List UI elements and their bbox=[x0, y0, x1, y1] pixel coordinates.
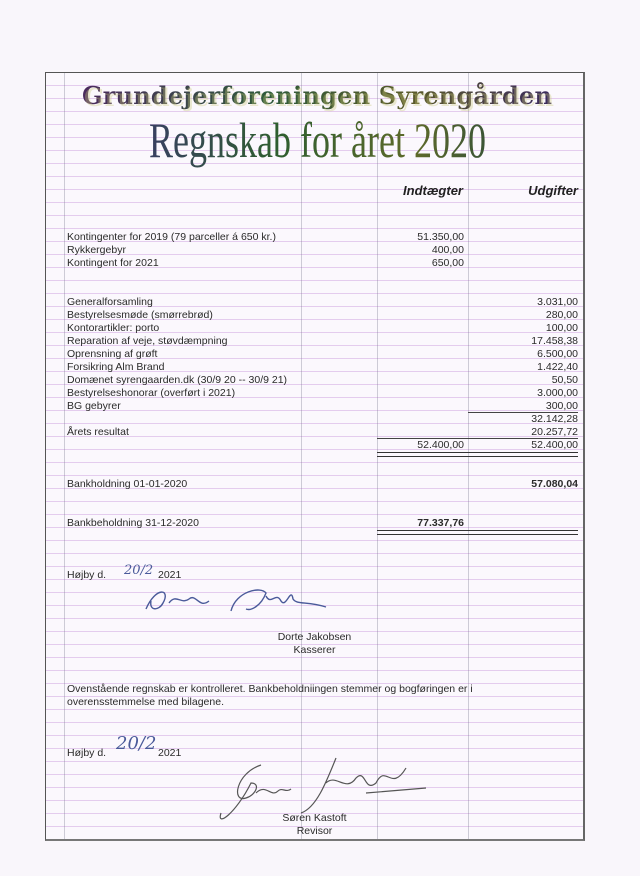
expense-row bbox=[46, 387, 583, 400]
expense-value: 3.000,00 bbox=[537, 387, 578, 399]
bank-end-value: 77.337,76 bbox=[417, 517, 464, 529]
income-value: 51.350,00 bbox=[417, 231, 464, 243]
row-label: Domænet syrengaarden.dk (30/9 20 -- 30/9 21) bbox=[67, 374, 288, 386]
row-label: Rykkergebyr bbox=[67, 244, 126, 256]
treasurer-role: Kasserer bbox=[293, 644, 336, 656]
row-label: Bestyrelseshonorar (overført i 2021) bbox=[67, 387, 236, 399]
auditor-role: Revisor bbox=[296, 825, 333, 837]
row-label: Bestyrelsesmøde (smørrebrød) bbox=[67, 309, 213, 321]
handwritten-date: 20/2 bbox=[124, 563, 154, 578]
row-label: Generalforsamling bbox=[67, 296, 153, 308]
row-label: Kontingenter for 2019 (79 parceller á 650 kr.) bbox=[67, 231, 276, 243]
row-label: BG gebyrer bbox=[67, 400, 121, 412]
bank-start-row bbox=[46, 478, 583, 491]
expense-row bbox=[46, 374, 583, 387]
treasurer-signature bbox=[141, 581, 341, 621]
handwritten-date: 20/2 bbox=[116, 733, 157, 754]
totals-row bbox=[46, 439, 583, 452]
expense-subtotal-row bbox=[46, 413, 583, 426]
bank-end-label: Bankbeholdning 31-12-2020 bbox=[67, 517, 199, 529]
year-label: 2021 bbox=[158, 747, 182, 759]
income-value: 650,00 bbox=[431, 257, 464, 269]
row-label: Kontingent for 2021 bbox=[67, 257, 159, 269]
expense-row bbox=[46, 322, 583, 335]
expense-value: 300,00 bbox=[545, 400, 578, 412]
expense-value: 1.422,40 bbox=[537, 361, 578, 373]
treasurer-name: Dorte Jakobsen bbox=[277, 631, 352, 643]
expense-row bbox=[46, 335, 583, 348]
income-row bbox=[46, 244, 583, 257]
place-label: Højby d. bbox=[67, 569, 107, 581]
expense-row bbox=[46, 361, 583, 374]
expense-total: 52.400,00 bbox=[531, 439, 578, 451]
expense-value: 17.458,38 bbox=[531, 335, 578, 347]
bank-double-rule bbox=[377, 530, 578, 535]
auditor-name: Søren Kastoft bbox=[282, 812, 347, 824]
year-label: 2021 bbox=[158, 569, 182, 581]
expense-value: 280,00 bbox=[545, 309, 578, 321]
expense-value: 3.031,00 bbox=[537, 296, 578, 308]
place-label: Højby d. bbox=[67, 747, 107, 759]
result-label: Årets resultat bbox=[67, 426, 129, 438]
expense-subtotal: 32.142,28 bbox=[531, 413, 578, 425]
row-label: Forsikring Alm Brand bbox=[67, 361, 165, 373]
audit-note: Ovenstående regnskab er kontrolleret. Bankbeholdniingen stemmer og bogføringen er i overensstemmelse med bilagene. bbox=[67, 683, 473, 708]
income-row bbox=[46, 231, 583, 244]
bank-start-label: Bankholdning 01-01-2020 bbox=[67, 478, 188, 490]
expense-value: 100,00 bbox=[545, 322, 578, 334]
result-value: 20.257,72 bbox=[531, 426, 578, 438]
expense-row bbox=[46, 296, 583, 309]
expense-value: 50,50 bbox=[551, 374, 578, 386]
organization-name: Grundejerforeningen Syrengården bbox=[82, 81, 553, 110]
row-label: Kontorartikler: porto bbox=[67, 322, 160, 334]
row-label: Reparation af veje, støvdæmpning bbox=[67, 335, 228, 347]
expense-value: 6.500,00 bbox=[537, 348, 578, 360]
accounts-sheet bbox=[45, 72, 585, 841]
document-title: Regnskab for året 2020 bbox=[124, 111, 511, 169]
income-row bbox=[46, 257, 583, 270]
income-total: 52.400,00 bbox=[417, 439, 464, 451]
expense-row bbox=[46, 348, 583, 361]
income-column-header: Indtægter bbox=[403, 183, 463, 198]
expense-column-header: Udgifter bbox=[528, 183, 578, 198]
grid-line bbox=[64, 73, 65, 839]
bank-start-value: 57.080,04 bbox=[531, 478, 578, 490]
expense-row bbox=[46, 309, 583, 322]
bank-end-row bbox=[46, 517, 583, 530]
income-value: 400,00 bbox=[431, 244, 464, 256]
row-label: Oprensning af grøft bbox=[67, 348, 158, 360]
total-double-rule bbox=[377, 452, 578, 457]
grid-line bbox=[301, 73, 302, 839]
